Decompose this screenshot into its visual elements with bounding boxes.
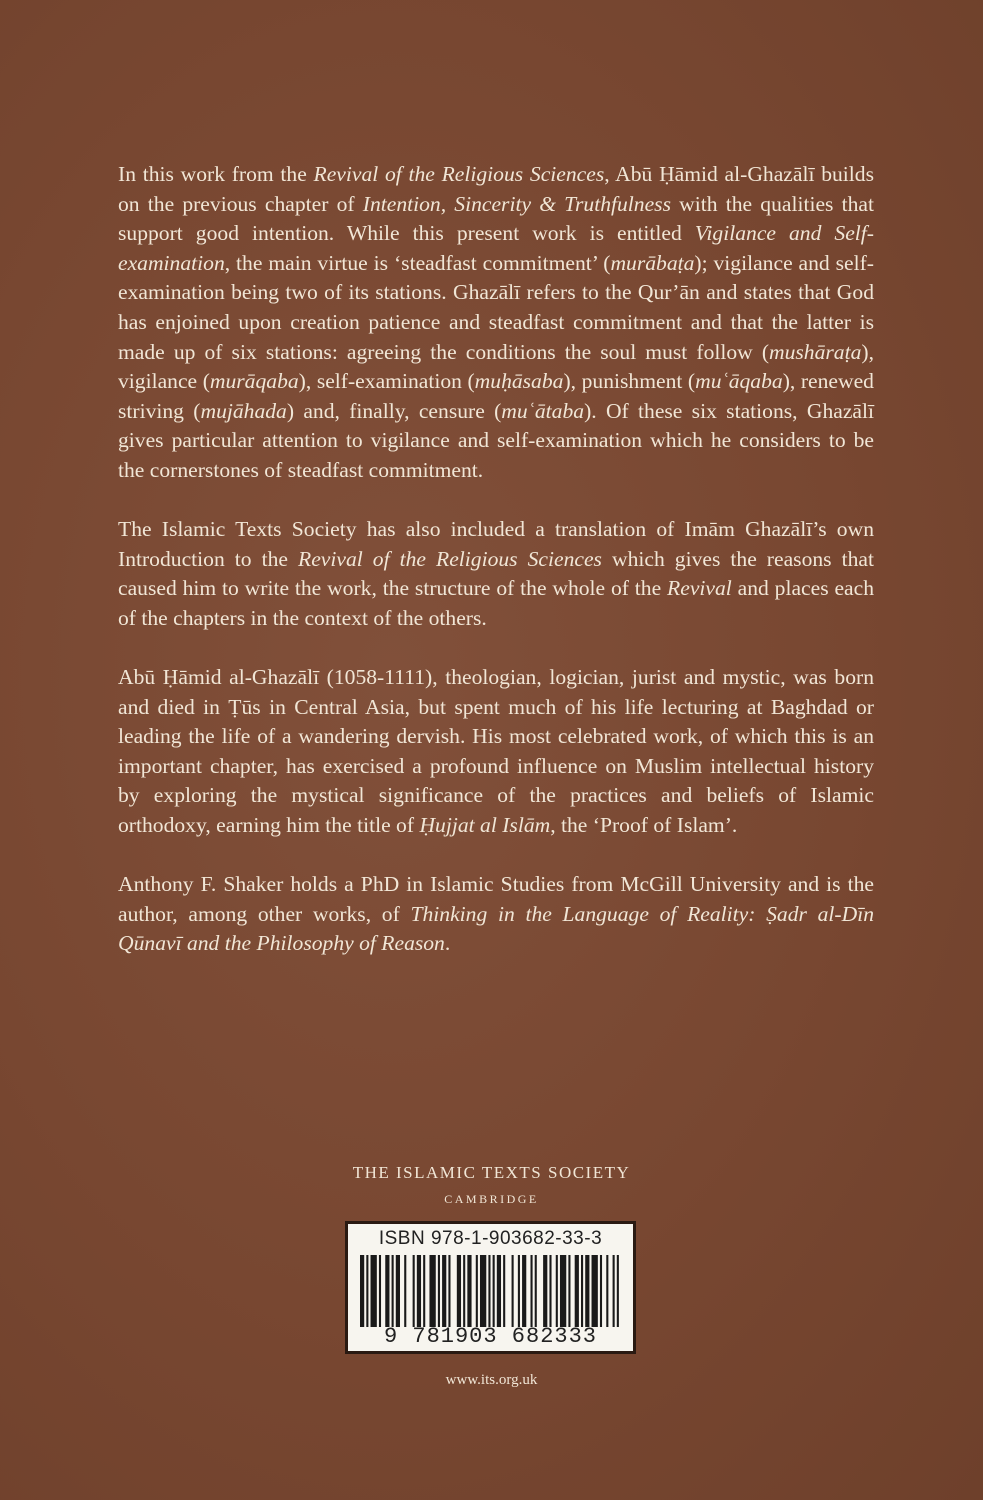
barcode-bar [467, 1255, 471, 1327]
barcode-bar [543, 1255, 547, 1327]
barcode-bar [417, 1255, 421, 1327]
text-run: ) and, finally, censure ( [286, 398, 502, 423]
italic-term: mushāraṭa [769, 339, 862, 364]
text-run: , the ‘Proof of Islam’. [550, 813, 738, 838]
barcode-bar [568, 1255, 570, 1327]
barcode-bar [396, 1255, 400, 1327]
blurb [118, 160, 874, 989]
isbn-label: ISBN 978-1-903682-33-3 [378, 1228, 603, 1249]
text-run: ), renewed striving ( [118, 369, 874, 423]
text-run: ); vigilance and self-examination being two of its stations. Ghazālī refers to the Qur’ān and states that God has enjoined upon creation patience and steadfast commitment and that the latter is made up of six stations: agreeing the conditions the soul must follow ( [118, 250, 874, 364]
barcode-bar [448, 1255, 450, 1327]
website-url: www.its.org.uk [445, 1372, 538, 1388]
barcode-bar [556, 1255, 558, 1327]
barcode-bar [392, 1255, 394, 1327]
text-run: In this work from the [118, 162, 314, 186]
barcode-bar [575, 1255, 579, 1327]
barcode-bar [549, 1255, 551, 1327]
text-run: , the main virtue is ‘steadfast commitment’ ( [224, 250, 611, 275]
italic-term: muʿāqaba [695, 369, 783, 394]
italic-title: Intention, Sincerity & Truthfulness [362, 191, 671, 216]
barcode-bar [480, 1255, 486, 1327]
italic-title: Revival [667, 576, 732, 601]
barcode-bar [360, 1255, 364, 1327]
text-run: Anthony F. Shaker holds a PhD in Islamic Studies from McGill University and is the author, among other works, of [118, 872, 874, 926]
barcode-bar [535, 1255, 537, 1327]
text-run: ), self-examination ( [298, 369, 475, 394]
text-run: ). Of these six stations, Ghazālī gives particular attention to vigilance and self-examination which he considers to be the cornerstones of steadfast commitment. [118, 398, 874, 482]
italic-title: Revival of the Religious Sciences [298, 546, 602, 571]
barcode-bar [438, 1255, 440, 1327]
barcode-bar [503, 1255, 505, 1327]
barcode-bar [457, 1255, 461, 1327]
text-run: , Abū Ḥāmid al-Ghazālī builds on the previous chapter of [118, 162, 874, 216]
barcode-bar [497, 1255, 501, 1327]
barcode-bar [366, 1255, 368, 1327]
italic-term: Ḥujjat al Islām [419, 813, 551, 838]
barcode-bar [423, 1255, 425, 1327]
text-run: ), punishment ( [563, 369, 696, 394]
barcode-digits: 9 781903 682333 [383, 1324, 598, 1349]
barcode-bar [581, 1255, 583, 1327]
barcode-bar [606, 1255, 608, 1327]
publisher-city: CAMBRIDGE [444, 1192, 539, 1206]
text-run: and places each of the chapters in the context of the others. [118, 576, 875, 630]
italic-term: muḥāsaba [474, 369, 564, 394]
italic-title: Vigilance and Self-examination [118, 221, 874, 275]
italic-title: Thinking in the Language of Reality: Ṣadr al-Dīn Qūnavī and the Philosophy of Reason [118, 901, 874, 956]
barcode-bar [560, 1255, 566, 1327]
barcode-bar [617, 1255, 619, 1327]
text-run: ), vigilance ( [118, 339, 874, 394]
barcode-bar [371, 1255, 377, 1327]
paragraph-author-bio [118, 663, 874, 841]
barcode-bar [488, 1255, 490, 1327]
barcode-bar [476, 1255, 478, 1327]
text-run: with the qualities that support good intention. While this present work is entitled [118, 191, 874, 246]
barcode-bar [442, 1255, 446, 1327]
barcode-bar [413, 1255, 415, 1327]
barcode-bar [613, 1255, 615, 1327]
text-run: . [444, 931, 451, 956]
italic-term: murāqaba [209, 369, 299, 394]
paragraph-intro [118, 160, 874, 486]
barcode-bars [360, 1255, 621, 1327]
text-run: which gives the reasons that caused him to write the work, the structure of the whole of the [118, 546, 874, 601]
barcode-bar [493, 1255, 495, 1327]
barcode-bar [518, 1255, 520, 1327]
barcode-bar [592, 1255, 598, 1327]
barcode-bar [463, 1255, 465, 1327]
barcode-bar [600, 1255, 602, 1327]
barcode-bar [385, 1255, 389, 1327]
barcode-bar [512, 1255, 514, 1327]
publisher-name: THE ISLAMIC TEXTS SOCIETY [352, 1163, 631, 1182]
italic-term: murābaṭa [610, 250, 695, 275]
barcode-bar [530, 1255, 532, 1327]
text-run: Abū Ḥāmid al-Ghazālī (1058-1111), theologian, logician, jurist and mystic, was born and died in Ṭūs in Central Asia, but spent much of his life lecturing at Baghdad or leading the life of a wandering dervish. His most celebrated work, of which this is an important chapter, has exercised a profound influence on Muslim intellectual history by exploring the mystical significance of the practices and beliefs of Islamic orthodoxy, earning him the title of [118, 665, 874, 838]
barcode-bar [522, 1255, 526, 1327]
isbn-barcode [345, 1221, 636, 1354]
italic-title: Revival of the Religious Sciences [313, 162, 605, 186]
barcode-bar [429, 1255, 435, 1327]
barcode-bar [379, 1255, 381, 1327]
text-run: The Islamic Texts Society has also included a translation of Imām Ghazālī’s own Introduction to the [118, 517, 874, 571]
barcode-bar [404, 1255, 406, 1327]
paragraph-translator-bio [118, 870, 874, 959]
italic-term: mujāhada [200, 398, 287, 423]
italic-term: muʿātaba [501, 398, 585, 423]
paragraph-its-introduction [118, 515, 874, 633]
barcode-bar [585, 1255, 589, 1327]
